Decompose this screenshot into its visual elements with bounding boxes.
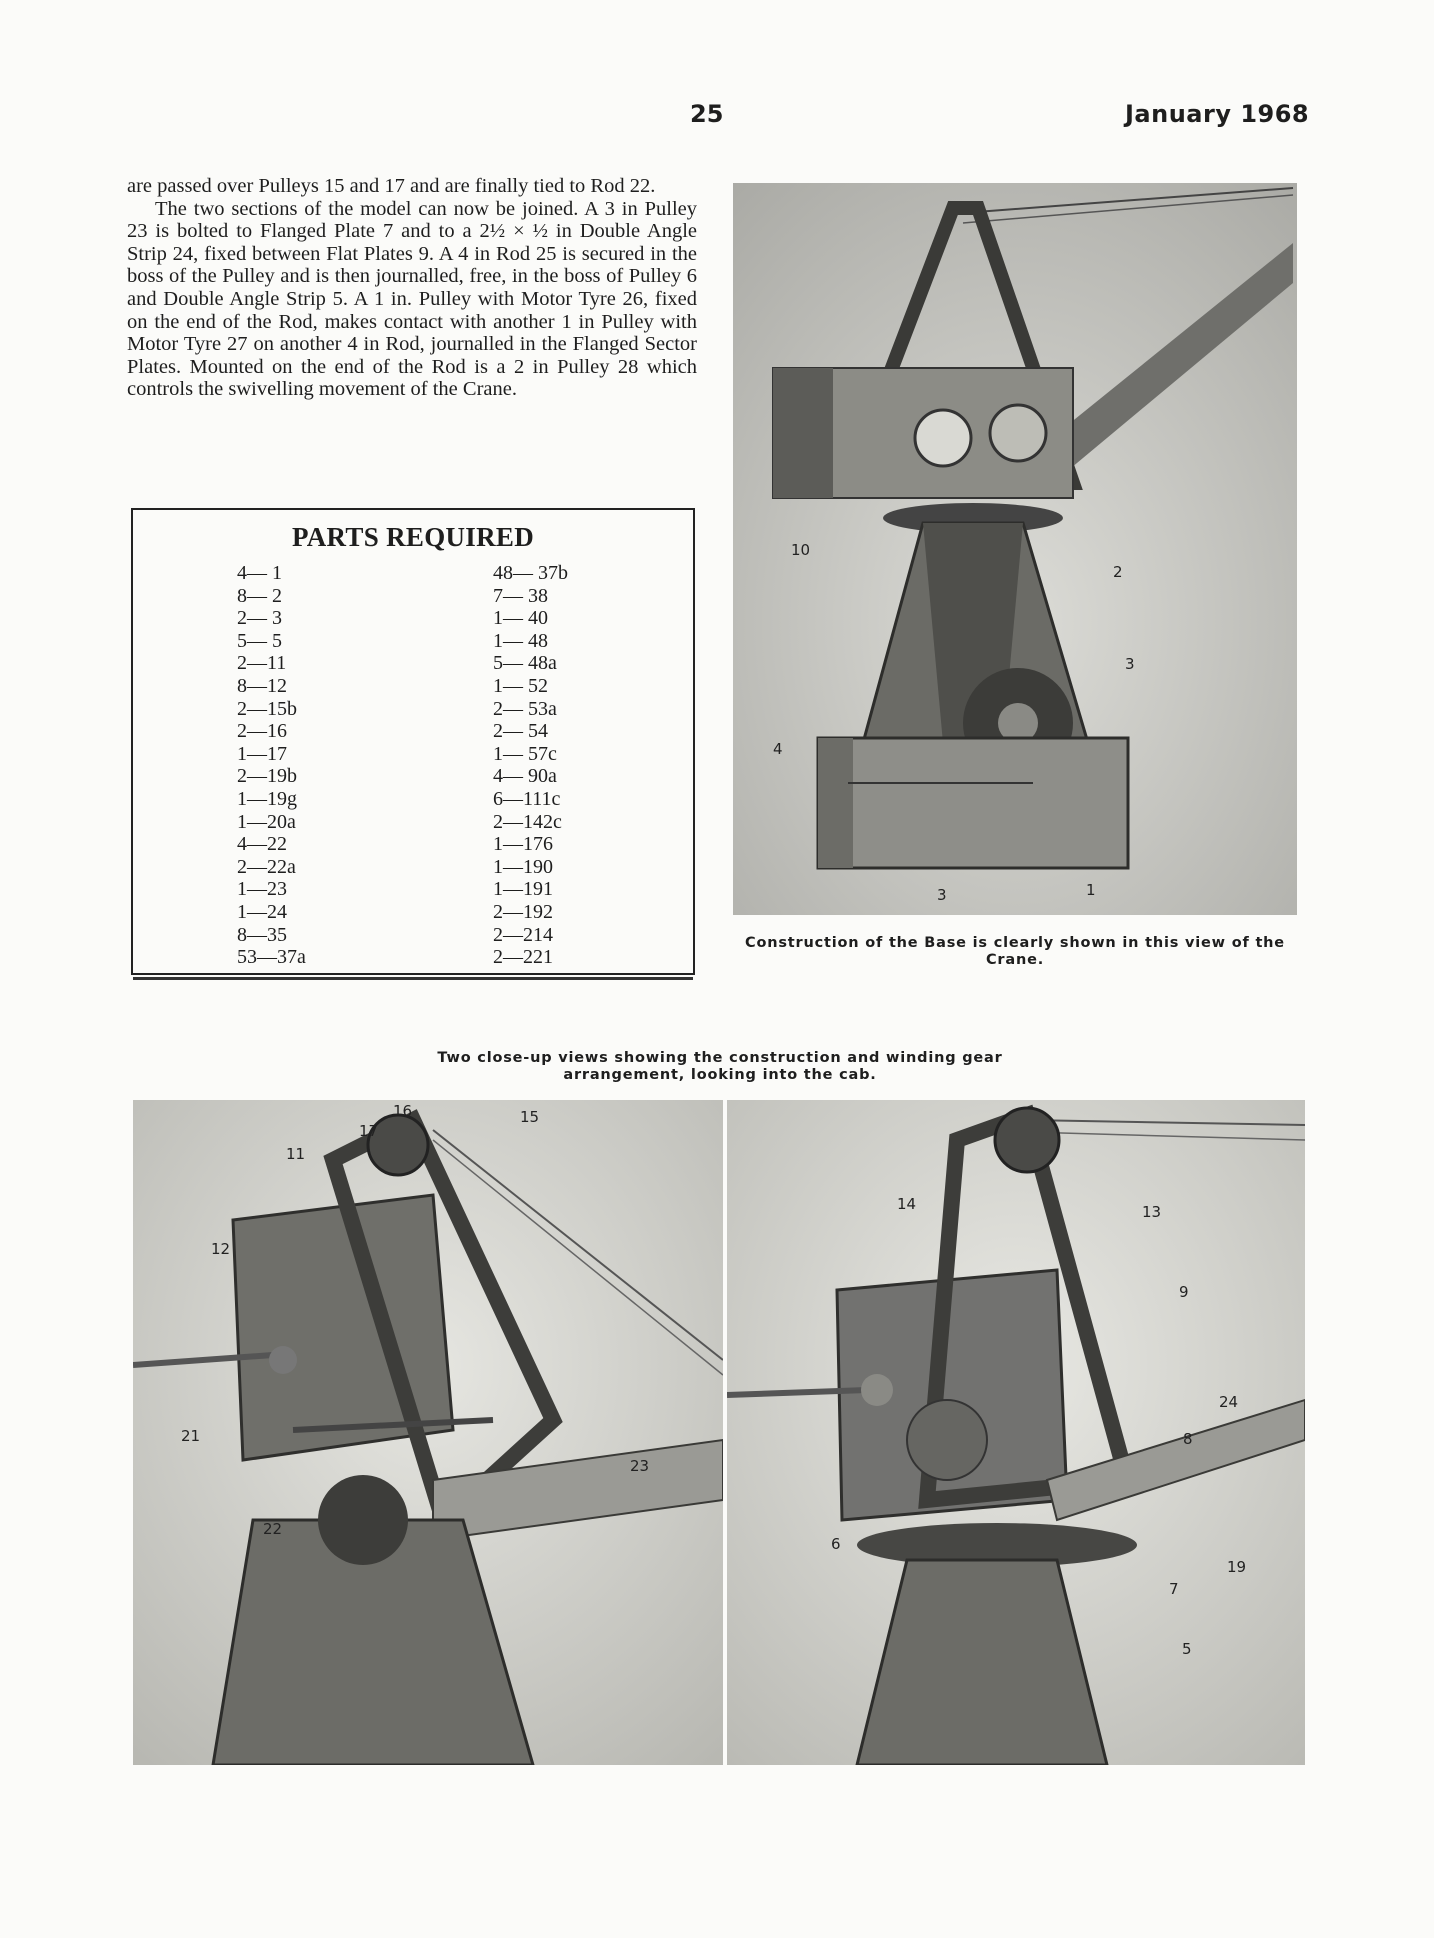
photo-label: 8: [1183, 1430, 1193, 1448]
photo-label: 15: [520, 1108, 540, 1126]
part-item: 2— 54: [493, 720, 548, 743]
part-item: 1—17: [237, 742, 287, 765]
part-item: 1— 48: [493, 629, 548, 652]
parts-title: PARTS REQUIRED: [291, 522, 535, 552]
part-item: 2—11: [237, 652, 287, 675]
paragraph: are passed over Pulleys 15 and 17 and are finally tied to Rod 22.: [127, 175, 656, 197]
part-item: 8—35: [237, 923, 287, 946]
part-item: 2—15b: [237, 697, 297, 720]
part-item: 2—16: [237, 720, 287, 743]
parts-required-box: [131, 508, 695, 975]
part-item: 1—19g: [237, 787, 297, 810]
photo-label: 12: [211, 1240, 231, 1258]
part-item: 5— 48a: [493, 652, 557, 675]
paragraph: The two sections of the model can now be joined. A 3 in Pulley 23 is bolted to Flanged Plate 7 and to a 2½ × ½ in Double Angle Strip 24, fixed between Flat Plates 9. A 4 in Rod 25 is secured in the boss of the Pulley and is then journalled, free, in the boss of Pulley 6 and Double Angle Strip 5. A 1 in. Pulley with Motor Tyre 26, fixed on the end of the Rod, makes contact with another 1 in Pulley with Motor Tyre 27 on another 4 in Rod, journalled in the Flanged Sector Plates. Mounted on the end of the Rod is a 2 in Pulley 28 which controls the swivelling movement of the Crane.: [127, 197, 697, 401]
box-shadow-line: [133, 977, 693, 980]
part-item: 1—190: [493, 855, 553, 878]
photo-caption: Construction of the Base is clearly shown in this view of the Crane.: [745, 935, 1285, 968]
part-item: 1—191: [493, 878, 553, 901]
crane-base-illustration: [733, 183, 1297, 915]
part-item: 2— 53a: [493, 697, 557, 720]
photo-label: 2: [1113, 563, 1123, 581]
winding-gear-right-illustration: [727, 1100, 1305, 1765]
bottom-photos-caption: Two close-up views showing the construction and winding gear arrangement, looking into the cab.: [437, 1050, 1003, 1083]
part-item: 1—176: [493, 833, 553, 856]
page-number: 25: [690, 100, 724, 128]
parts-list-right: [493, 562, 568, 969]
photo-label: 4: [773, 740, 783, 758]
photo-label: 24: [1219, 1393, 1239, 1411]
photo-label: 17: [359, 1122, 379, 1140]
part-item: 2—192: [493, 900, 553, 923]
photo-label: 23: [630, 1457, 650, 1475]
photo-label: 6: [831, 1535, 841, 1553]
part-item: 4—22: [237, 833, 287, 856]
photo-label: 21: [181, 1427, 201, 1445]
part-item: 48— 37b: [493, 562, 568, 584]
photo-label: 3: [1125, 655, 1135, 673]
photo-label: 16: [393, 1102, 413, 1120]
photo-label: 14: [897, 1195, 917, 1213]
part-item: 2—22a: [237, 855, 296, 878]
part-item: 1— 57c: [493, 742, 557, 765]
part-item: 2—221: [493, 946, 553, 969]
part-item: 1—23: [237, 878, 287, 901]
part-item: 8— 2: [237, 584, 282, 607]
body-text: [127, 175, 697, 401]
winding-gear-left-illustration: [133, 1100, 723, 1765]
photo-crane-base: [733, 183, 1297, 915]
photo-label: 1: [1086, 881, 1096, 899]
photo-label: 5: [1182, 1640, 1192, 1658]
photo-label: 11: [286, 1145, 306, 1163]
part-item: 1—24: [237, 900, 287, 923]
photo-winding-gear-left: [133, 1100, 723, 1765]
part-item: 6—111c: [493, 787, 561, 810]
part-item: 2— 3: [237, 607, 282, 630]
photo-label: 3: [937, 886, 947, 904]
part-item: 4— 1: [237, 562, 282, 584]
photo-label: 13: [1142, 1203, 1162, 1221]
photo-label: 9: [1179, 1283, 1189, 1301]
part-item: 4— 90a: [493, 765, 557, 788]
part-item: 8—12: [237, 674, 287, 697]
part-item: 5— 5: [237, 629, 282, 652]
part-item: 1— 40: [493, 607, 548, 630]
part-item: 2—142c: [493, 810, 562, 833]
part-item: 2—19b: [237, 765, 297, 788]
part-item: 2—214: [493, 923, 553, 946]
part-item: 53—37a: [237, 946, 306, 969]
page-date: January 1968: [1125, 100, 1310, 128]
part-item: 1—20a: [237, 810, 296, 833]
photo-label: 7: [1169, 1580, 1179, 1598]
photo-label: 10: [791, 541, 811, 559]
photo-label: 19: [1227, 1558, 1247, 1576]
part-item: 1— 52: [493, 674, 548, 697]
photo-label: 22: [263, 1520, 283, 1538]
photo-winding-gear-right: [727, 1100, 1305, 1765]
part-item: 7— 38: [493, 584, 548, 607]
parts-list-left: [237, 562, 306, 969]
